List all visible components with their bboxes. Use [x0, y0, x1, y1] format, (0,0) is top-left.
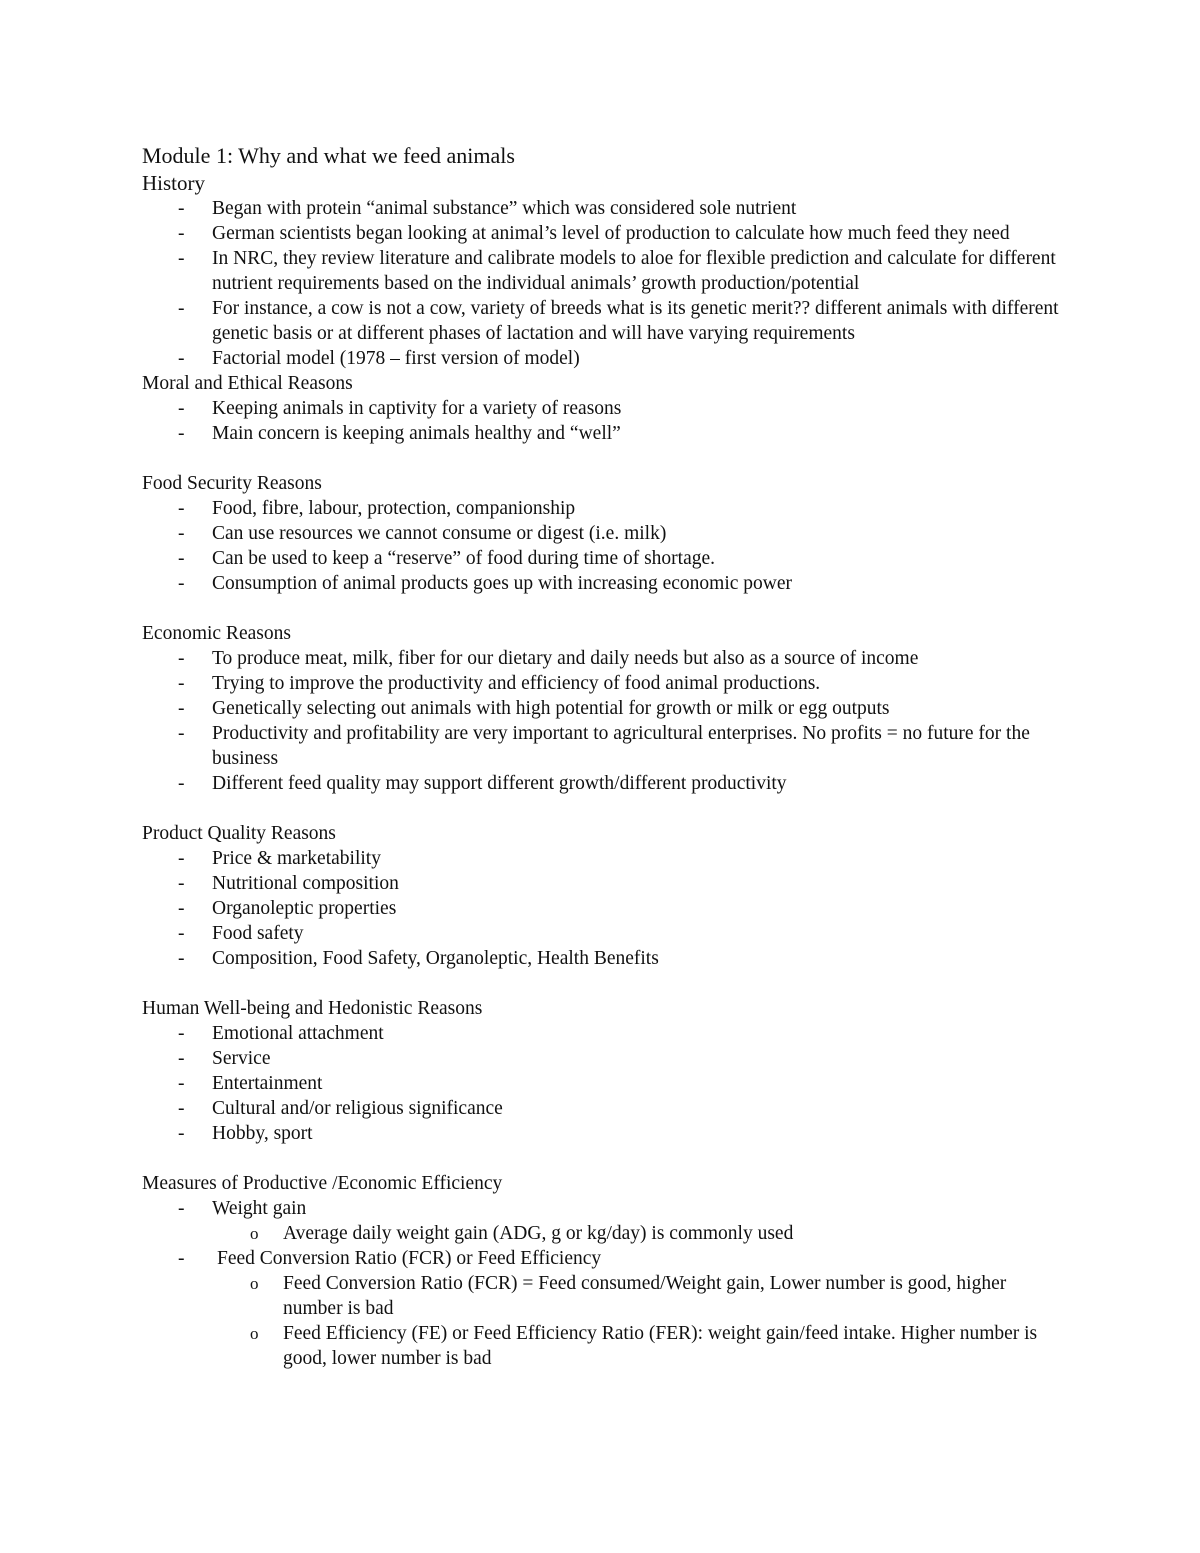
dash-bullet: -	[178, 1098, 185, 1119]
list-item	[178, 346, 1062, 371]
section-heading: Human Well-being and Hedonistic Reasons	[142, 998, 483, 1019]
list-item-text: Consumption of animal products goes up with increasing economic power	[212, 573, 793, 594]
list-item	[178, 196, 1062, 221]
list-item	[178, 1196, 1062, 1246]
list-item-text: Price & marketability	[212, 848, 381, 869]
list-item-text: Food safety	[212, 923, 304, 944]
list-item-text: Began with protein “animal substance” which was considered sole nutrient	[212, 198, 797, 219]
dash-bullet: -	[178, 923, 185, 944]
section-moral-ethical	[142, 371, 1062, 446]
paragraph-gap	[142, 446, 1062, 471]
bullet-list	[142, 196, 1062, 371]
dash-bullet: -	[178, 248, 185, 269]
section-history	[142, 170, 1062, 371]
dash-bullet: -	[178, 1073, 185, 1094]
section-heading: Food Security Reasons	[142, 473, 322, 494]
list-item	[178, 671, 1062, 696]
section-heading: Measures of Productive /Economic Efficiency	[142, 1173, 503, 1194]
list-item-text: Food, fibre, labour, protection, companionship	[212, 498, 576, 519]
list-item	[178, 871, 1062, 896]
sub-list-item-text: Average daily weight gain (ADG, g or kg/day) is commonly used	[283, 1223, 794, 1244]
dash-bullet: -	[178, 898, 185, 919]
sub-list-item-text: Feed Efficiency (FE) or Feed Efficiency Ratio (FER): weight gain/feed intake. Higher number is good, lower number is bad	[283, 1323, 1038, 1369]
list-item	[178, 846, 1062, 871]
list-item	[178, 1046, 1062, 1071]
list-item-text: Can use resources we cannot consume or digest (i.e. milk)	[212, 523, 667, 544]
sub-list-item-text: Feed Conversion Ratio (FCR) = Feed consumed/Weight gain, Lower number is good, higher number is bad	[283, 1273, 1007, 1319]
list-item	[178, 221, 1062, 246]
document-title: Module 1: Why and what we feed animals	[142, 143, 515, 168]
dash-bullet: -	[178, 398, 185, 419]
list-item-text: Feed Conversion Ratio (FCR) or Feed Efficiency	[217, 1248, 602, 1269]
list-item	[178, 296, 1062, 346]
list-item	[178, 946, 1062, 971]
section-efficiency-measures	[142, 1171, 1062, 1371]
list-item	[178, 896, 1062, 921]
section-product-quality	[142, 821, 1062, 971]
list-item	[178, 771, 1062, 796]
dash-bullet: -	[178, 1123, 185, 1144]
section-heading: History	[142, 171, 205, 195]
dash-bullet: -	[178, 673, 185, 694]
list-item-text: Can be used to keep a “reserve” of food during time of shortage.	[212, 548, 716, 569]
list-item-text: Keeping animals in captivity for a variety of reasons	[212, 398, 622, 419]
list-item-text: Factorial model (1978 – first version of model)	[212, 348, 580, 369]
dash-bullet: -	[178, 223, 185, 244]
dash-bullet: -	[178, 773, 185, 794]
list-item-text: Productivity and profitability are very important to agricultural enterprises. No profits = no future for the business	[212, 723, 1030, 769]
section-heading: Economic Reasons	[142, 623, 291, 644]
list-item	[178, 421, 1062, 446]
dash-bullet: -	[178, 498, 185, 519]
list-item	[178, 646, 1062, 671]
dash-bullet: -	[178, 548, 185, 569]
dash-bullet: -	[178, 573, 185, 594]
list-item-text: Nutritional composition	[212, 873, 399, 894]
list-item-text: Emotional attachment	[212, 1023, 384, 1044]
list-item-text: In NRC, they review literature and calibrate models to aloe for flexible prediction and calculate for different nutrient requirements based on the individual animals’ growth production/potential	[212, 248, 1056, 294]
list-item	[178, 1246, 1062, 1371]
dash-bullet: -	[178, 873, 185, 894]
list-item-text: Main concern is keeping animals healthy and “well”	[212, 423, 621, 444]
sub-list-item	[250, 1321, 1062, 1371]
dash-bullet: -	[178, 523, 185, 544]
dash-bullet: -	[178, 848, 185, 869]
list-item-text: Organoleptic properties	[212, 898, 397, 919]
list-item	[178, 1071, 1062, 1096]
paragraph-gap	[142, 796, 1062, 821]
bullet-list	[142, 496, 1062, 596]
circle-bullet: o	[250, 1274, 259, 1293]
list-item	[178, 1021, 1062, 1046]
list-item	[178, 521, 1062, 546]
list-item-text: Weight gain	[212, 1198, 307, 1219]
list-item-text: Trying to improve the productivity and efficiency of food animal productions.	[212, 673, 821, 694]
list-item	[178, 546, 1062, 571]
sub-bullet-list	[212, 1221, 1062, 1246]
dash-bullet: -	[178, 1048, 185, 1069]
bullet-list	[142, 396, 1062, 446]
list-item	[178, 496, 1062, 521]
bullet-list	[142, 646, 1062, 796]
dash-bullet: -	[178, 948, 185, 969]
list-item	[178, 696, 1062, 721]
list-item	[178, 921, 1062, 946]
dash-bullet: -	[178, 698, 185, 719]
paragraph-gap	[142, 596, 1062, 621]
dash-bullet: -	[178, 1248, 185, 1269]
dash-bullet: -	[178, 723, 185, 744]
list-item-text: To produce meat, milk, fiber for our dietary and daily needs but also as a source of income	[212, 648, 919, 669]
list-item-text: Cultural and/or religious significance	[212, 1098, 503, 1119]
list-item	[178, 721, 1062, 771]
sub-bullet-list	[212, 1271, 1062, 1371]
bullet-list	[142, 1021, 1062, 1146]
list-item-text: Hobby, sport	[212, 1123, 313, 1144]
bullet-list	[142, 1196, 1062, 1371]
dash-bullet: -	[178, 648, 185, 669]
list-item	[178, 396, 1062, 421]
list-item-text: Service	[212, 1048, 271, 1069]
list-item-text: Genetically selecting out animals with high potential for growth or milk or egg outputs	[212, 698, 890, 719]
list-item-text: For instance, a cow is not a cow, variety of breeds what is its genetic merit?? different animals with different genetic basis or at different phases of lactation and will have varying requirements	[212, 298, 1059, 344]
list-item-text: German scientists began looking at animal’s level of production to calculate how much feed they need	[212, 223, 1010, 244]
paragraph-gap	[142, 1146, 1062, 1171]
list-item	[178, 571, 1062, 596]
section-economic	[142, 621, 1062, 796]
circle-bullet: o	[250, 1324, 259, 1343]
section-food-security	[142, 471, 1062, 596]
dash-bullet: -	[178, 198, 185, 219]
list-item	[178, 246, 1062, 296]
section-heading: Moral and Ethical Reasons	[142, 373, 353, 394]
dash-bullet: -	[178, 348, 185, 369]
sub-list-item	[250, 1221, 1062, 1246]
section-human-wellbeing	[142, 996, 1062, 1146]
sub-list-item	[250, 1271, 1062, 1321]
list-item-text: Entertainment	[212, 1073, 323, 1094]
dash-bullet: -	[178, 423, 185, 444]
paragraph-gap	[142, 971, 1062, 996]
dash-bullet: -	[178, 298, 185, 319]
document-page	[142, 142, 1062, 1371]
list-item-text: Composition, Food Safety, Organoleptic, Health Benefits	[212, 948, 659, 969]
list-item-text: Different feed quality may support different growth/different productivity	[212, 773, 787, 794]
list-item	[178, 1121, 1062, 1146]
circle-bullet: o	[250, 1224, 259, 1243]
list-item	[178, 1096, 1062, 1121]
section-heading: Product Quality Reasons	[142, 823, 336, 844]
bullet-list	[142, 846, 1062, 971]
dash-bullet: -	[178, 1023, 185, 1044]
dash-bullet: -	[178, 1198, 185, 1219]
